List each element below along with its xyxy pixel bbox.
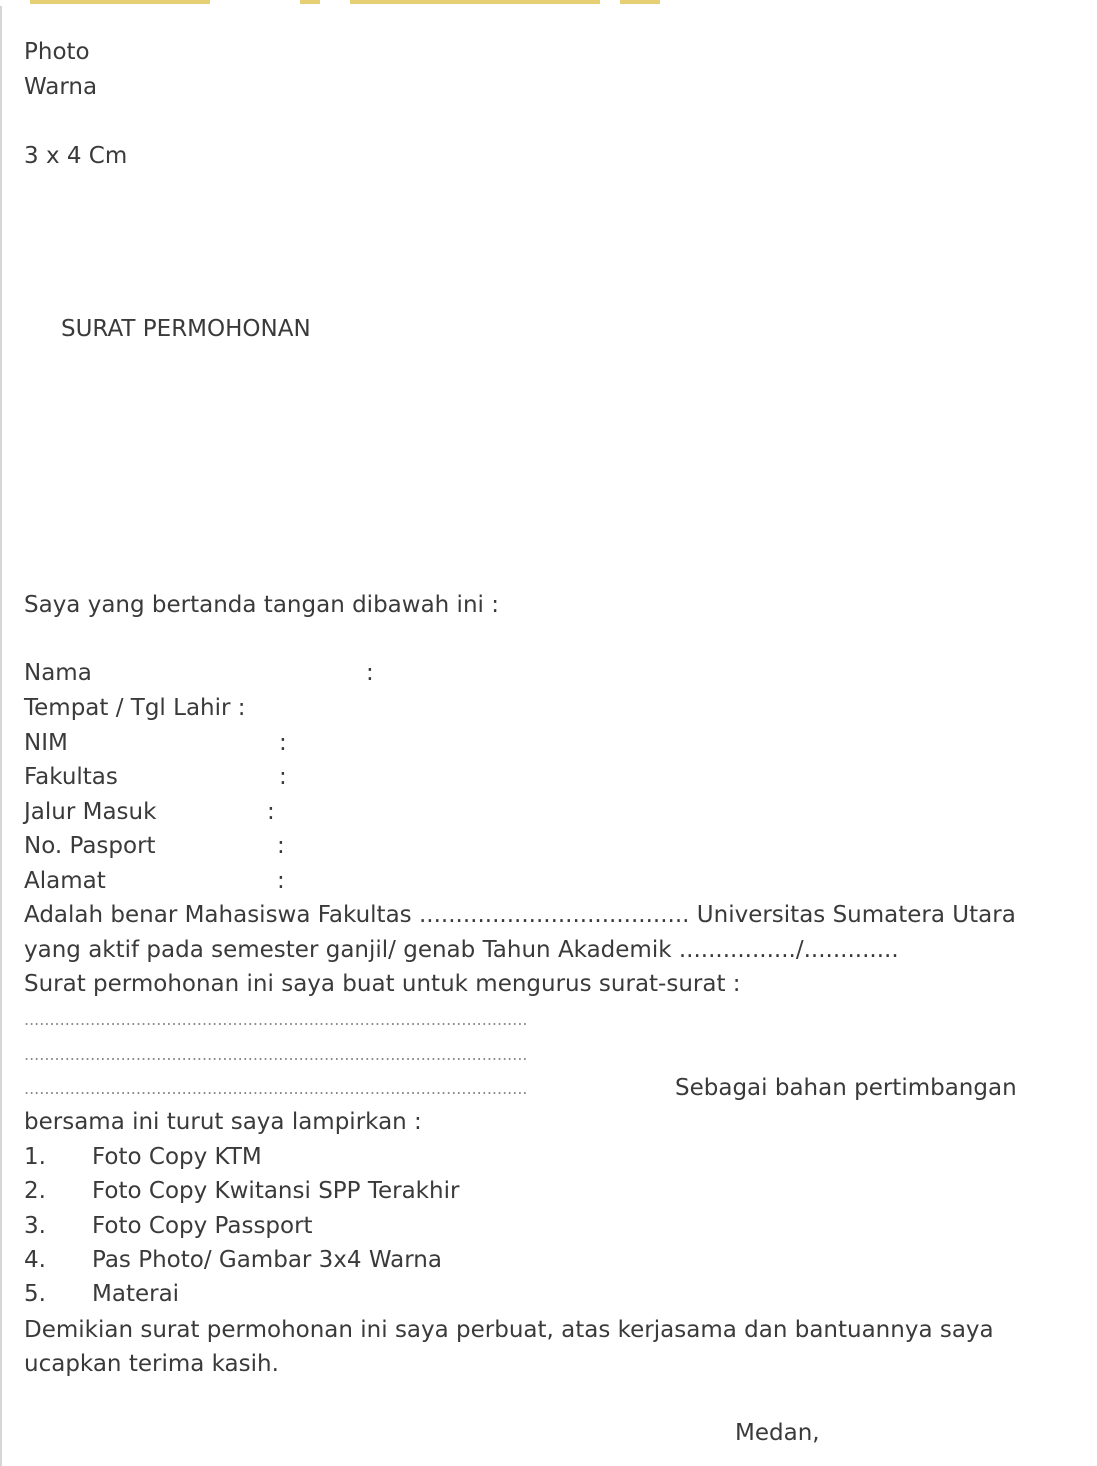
field-sep-nim: : bbox=[279, 730, 287, 756]
field-sep-nama: : bbox=[366, 660, 374, 686]
closing-line-1: Demikian surat permohonan ini saya perbuat, atas kerjasama dan bantuannya saya bbox=[24, 1317, 994, 1343]
attachment-text: Materai bbox=[92, 1281, 180, 1307]
attachment-num: 5. bbox=[24, 1281, 46, 1307]
field-label-alamat: Alamat bbox=[24, 868, 106, 894]
field-label-tempat-tgl-lahir: Tempat / Tgl Lahir : bbox=[24, 695, 246, 721]
field-label-fakultas: Fakultas bbox=[24, 764, 118, 790]
dotted-line-3: ................................................................................................... bbox=[24, 1079, 528, 1098]
closing-line-2: ucapkan terima kasih. bbox=[24, 1351, 279, 1377]
top-mark bbox=[350, 0, 600, 4]
field-label-no-pasport: No. Pasport bbox=[24, 833, 156, 859]
top-mark bbox=[30, 0, 210, 4]
body-line-4: bersama ini turut saya lampirkan : bbox=[24, 1109, 422, 1135]
attachment-text: Foto Copy KTM bbox=[92, 1144, 262, 1170]
page-left-border bbox=[0, 0, 2, 1466]
top-mark bbox=[300, 0, 320, 4]
attachment-text: Foto Copy Kwitansi SPP Terakhir bbox=[92, 1178, 460, 1204]
field-sep-fakultas: : bbox=[279, 764, 287, 790]
photo-label-line1: Photo bbox=[24, 39, 90, 65]
field-label-jalur-masuk: Jalur Masuk bbox=[24, 799, 157, 825]
top-strip bbox=[0, 0, 1097, 6]
document-title: SURAT PERMOHONAN bbox=[61, 316, 311, 342]
attachment-num: 4. bbox=[24, 1247, 46, 1273]
body-line-1: Adalah benar Mahasiswa Fakultas ..................................... Universitas Sumatera Utara bbox=[24, 902, 1016, 928]
field-label-nim: NIM bbox=[24, 730, 68, 756]
field-sep-alamat: : bbox=[277, 868, 285, 894]
attachment-num: 3. bbox=[24, 1213, 46, 1239]
body-consideration-text: Sebagai bahan pertimbangan bbox=[675, 1075, 1017, 1101]
intro-text: Saya yang bertanda tangan dibawah ini : bbox=[24, 592, 499, 618]
place-date: Medan, bbox=[735, 1420, 820, 1446]
attachment-text: Foto Copy Passport bbox=[92, 1213, 313, 1239]
attachment-num: 1. bbox=[24, 1144, 46, 1170]
body-line-2: yang aktif pada semester ganjil/ genab Tahun Akademik ................/............. bbox=[24, 937, 899, 963]
attachment-num: 2. bbox=[24, 1178, 46, 1204]
field-label-nama: Nama bbox=[24, 660, 92, 686]
photo-label-line2: Warna bbox=[24, 74, 98, 100]
dotted-line-2: ................................................................................................... bbox=[24, 1045, 528, 1064]
photo-size: 3 x 4 Cm bbox=[24, 143, 128, 169]
field-sep-jalur-masuk: : bbox=[267, 799, 275, 825]
field-sep-no-pasport: : bbox=[277, 833, 285, 859]
body-line-3: Surat permohonan ini saya buat untuk mengurus surat-surat : bbox=[24, 971, 741, 997]
dotted-line-1: ................................................................................................... bbox=[24, 1010, 528, 1029]
attachment-text: Pas Photo/ Gambar 3x4 Warna bbox=[92, 1247, 442, 1273]
top-mark bbox=[620, 0, 660, 4]
